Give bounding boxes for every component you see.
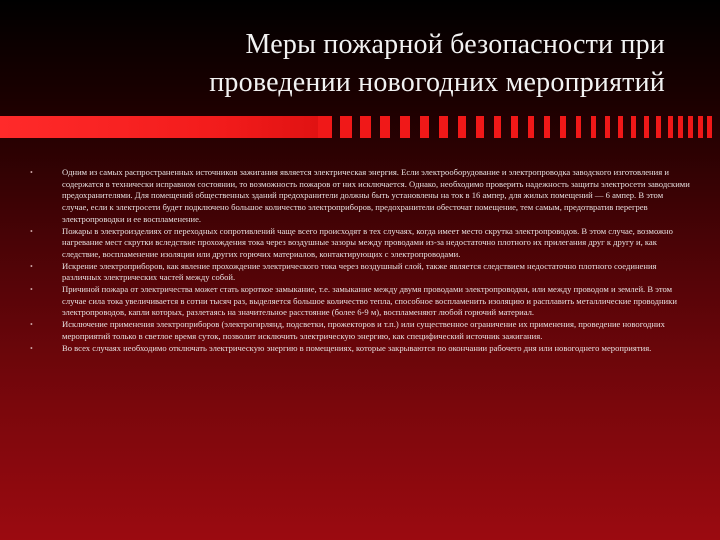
stripe-bar <box>707 116 712 138</box>
list-item-text: Одним из самых распространенных источников зажигания является электрическая энергия. Если электрооборудование и электропроводка заводского изготовления и содержатся в технически исправном состоянии, то возможность пожаров от них исключается. Однако, необходимо проверить надежность защиты электросети заводскими предохранителями. Для помещений общественных зданий предохранители должны быть установлены на ток в 16 ампер, для жилых помещений — 6 ампер. В этом случае, если к электросети будет подключено большое количество электроприборов, предохранители обесточат помещение, тем самым, предотвратив перегрев электропроводки и ее воспламенение. <box>62 167 690 224</box>
stripe-bar <box>458 116 466 138</box>
bullet-icon: • <box>30 168 33 177</box>
bullet-icon: • <box>30 261 33 271</box>
decorative-stripe-band <box>0 116 720 138</box>
stripe-bar <box>318 116 332 138</box>
stripe-bar <box>528 116 534 138</box>
stripe-bar <box>439 116 448 138</box>
stripe-bar <box>400 116 410 138</box>
stripe-bar <box>591 116 596 138</box>
stripe-bar <box>656 116 661 138</box>
bullet-icon: • <box>30 343 33 353</box>
slide-title-line-1: Меры пожарной безопасности при <box>245 29 665 60</box>
stripe-bar <box>544 116 550 138</box>
list-item-text: Искрение электроприборов, как явление прохождение электрического тока через воздушный слой, также является следствием недостаточно плотного соединения различных электрических частей между собой. <box>62 260 657 283</box>
list-item <box>30 319 690 342</box>
stripe-bar <box>380 116 390 138</box>
stripe-bar <box>698 116 703 138</box>
stripe-bar <box>605 116 610 138</box>
stripe-bar <box>511 116 518 138</box>
list-item-text: Исключение применения электроприборов (электрогирлянд, подсветки, прожекторов и т.п.) или существенное ограничение их применения, проведение новогодних мероприятий только в светлое время суток, позволит исключить электрическую энергию, как специфический источник зажигания. <box>62 319 665 341</box>
list-item-text: Во всех случаях необходимо отключать электрическую энергию в помещениях, которые закрываются по окончании рабочего дня или новогоднего мероприятия. <box>62 342 652 353</box>
stripe-bar <box>360 116 371 138</box>
stripe-bar <box>494 116 501 138</box>
stripe-bar <box>668 116 673 138</box>
list-item-text: Причиной пожара от электричества может стать короткое замыкание, т.е. замыкание между двумя проводами электропроводки, или между проводом и землей. В этом случае сила тока увеличивается в сотни тысяч раз, выделяется большое количество тепла, способное воспламенить изоляцию и расплавить металлические проводники электропроводов, капли которых, разлетаясь на значительное расстояние (более 6-9 м), воспламеняют любой горючий материал. <box>62 284 677 318</box>
bullet-icon: • <box>30 285 33 295</box>
stripe-bar <box>678 116 683 138</box>
bullet-list <box>30 167 690 354</box>
list-item <box>30 261 690 284</box>
bullet-icon: • <box>30 320 33 330</box>
stripe-bar <box>618 116 623 138</box>
slide-title-line-2: проведении новогодних мероприятий <box>209 67 665 98</box>
list-item <box>30 167 690 226</box>
stripe-solid-section <box>0 116 318 138</box>
stripe-bar <box>644 116 649 138</box>
stripe-bar <box>576 116 581 138</box>
stripe-bar <box>340 116 352 138</box>
stripe-bar <box>476 116 484 138</box>
list-item <box>30 226 690 261</box>
bullet-icon: • <box>30 226 33 236</box>
list-item-text: Пожары в электроизделиях от переходных сопротивлений чаще всего происходят в тех случаях, когда имеет место скрутка электропроводов. В этом случае, возможно нагревание мест скрутки вследствие прохождения тока через воздушные зазоры между проводами из-за недостаточно плотного их прилегания друг к другу и, как следствие, воспламенение изоляции или других горючих материалов, контактирующих с электропроводами. <box>62 225 673 259</box>
stripe-bar <box>560 116 566 138</box>
stripe-bar <box>420 116 429 138</box>
slide-title <box>120 26 665 102</box>
stripe-bars <box>318 116 720 138</box>
list-item <box>30 284 690 319</box>
stripe-bar <box>631 116 636 138</box>
list-item <box>30 343 690 355</box>
stripe-bar <box>688 116 693 138</box>
